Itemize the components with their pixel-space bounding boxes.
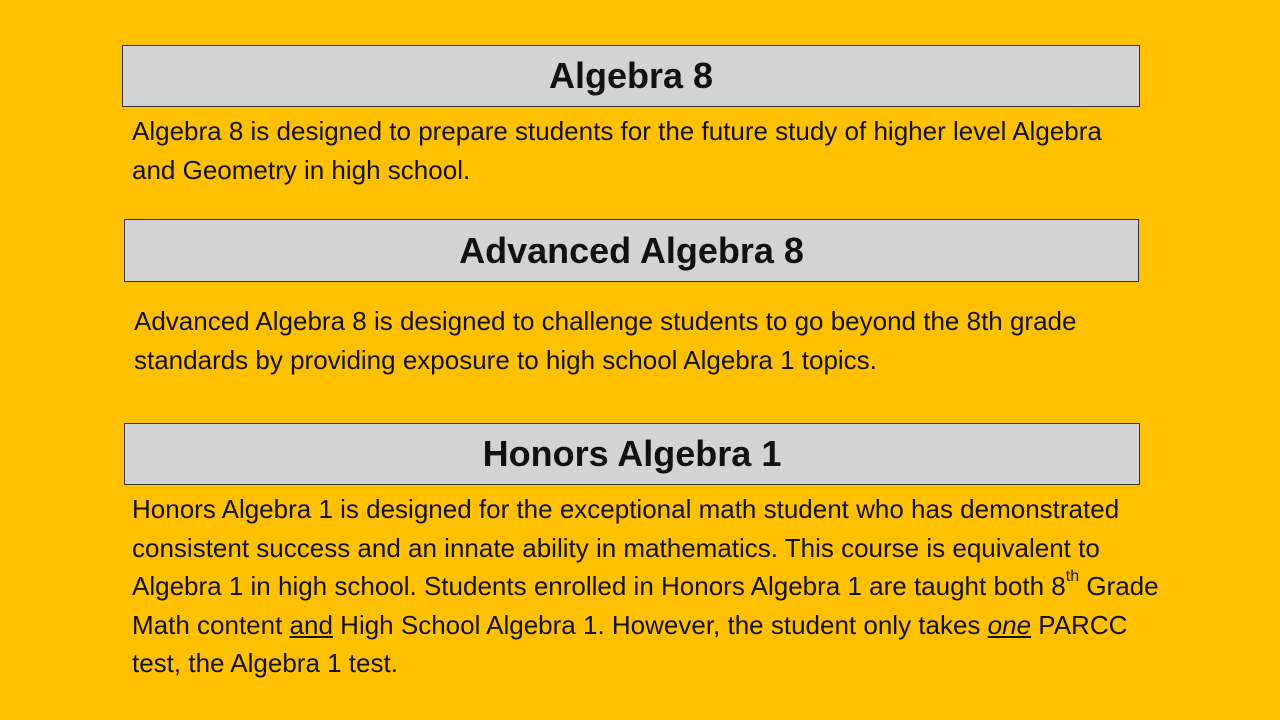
section-title-text: Advanced Algebra 8 <box>459 229 804 271</box>
emphasis-one: one <box>987 609 1032 640</box>
section-title-text: Honors Algebra 1 <box>482 433 782 474</box>
section-title-honors-algebra-1 <box>124 423 1140 485</box>
section-description-algebra-8: Algebra 8 is designed to prepare students for the future study of higher level Algebra and Geometry in high school. <box>132 116 1102 185</box>
superscript-th: th <box>1065 568 1080 585</box>
emphasis-and: and <box>289 609 333 640</box>
section-title-text: Algebra 8 <box>548 55 714 96</box>
section-description-honors-algebra-1: Honors Algebra 1 is designed for the exceptional math student who has demonstrated consistent success and an innate ability in mathematics. This course is equivalent to Algebra 1 in high school. Students enrolled in Honors Algebra 1 are taught both 8th Grade Math content and High School Algebra 1. However, the student only takes one PARCC test, the Algebra 1 test. <box>132 494 1159 678</box>
section-title-advanced-algebra-8 <box>124 219 1139 282</box>
section-title-algebra-8 <box>122 45 1140 107</box>
section-description-advanced-algebra-8: Advanced Algebra 8 is designed to challenge students to go beyond the 8th grade standards by providing exposure to high school Algebra 1 topics. <box>134 306 1077 375</box>
